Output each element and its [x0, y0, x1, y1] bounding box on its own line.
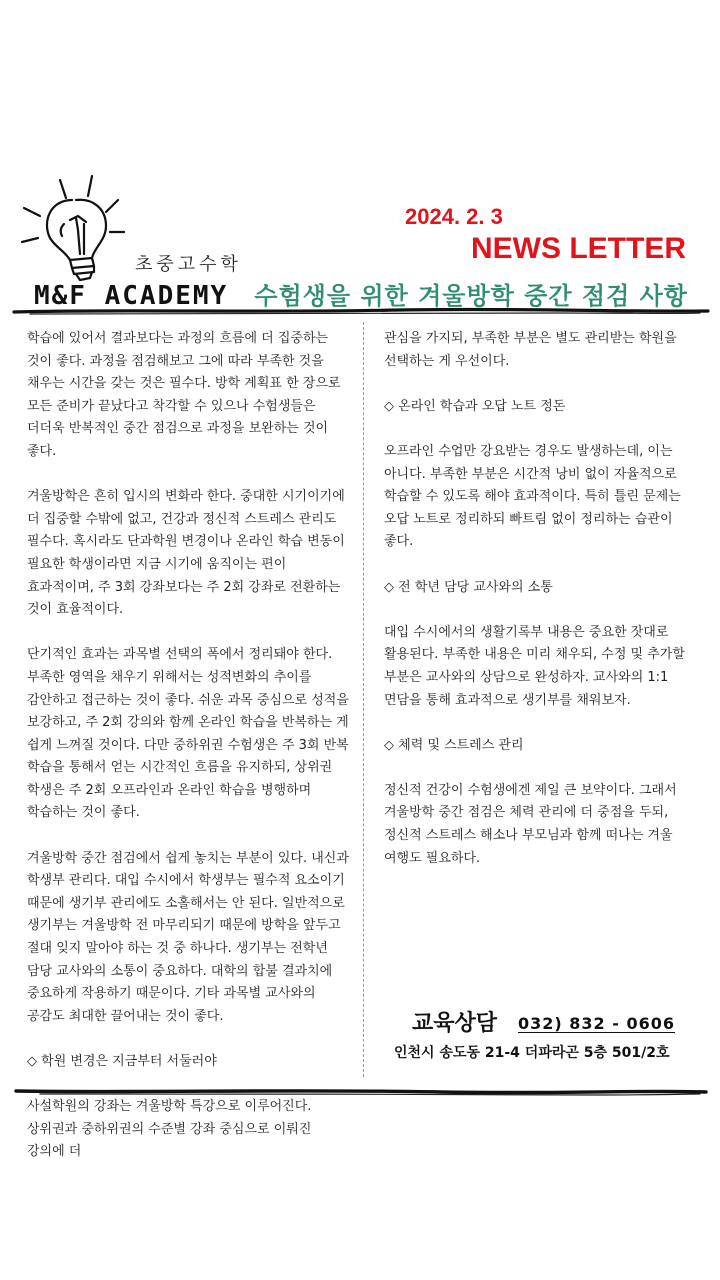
article-paragraph: 학습에 있어서 결과보다는 과정의 흐름에 더 집중하는 것이 좋다. 과정을 점검해보고 그에 따라 부족한 것을 채우는 시간을 갖는 것은 필수다. 방학 계획표 한 장으로 모든 준비가 끝났다고 착각할 수 있으나 수험생들은 더더욱 반복적인 중간 점검으로 과정을 보완하는 것이 좋다.	[27, 331, 341, 459]
contact-address: 인천시 송도동 21-4 더파라곤 5층 501/2호	[394, 1045, 670, 1061]
logo-subtitle: 초중고수학	[135, 254, 242, 275]
article-paragraph: 오프라인 수업만 강요받는 경우도 발생하는데, 이는 아니다. 부족한 부분은 시간적 낭비 없이 자율적으로 학습할 수 있도록 해야 효과적이다. 특히 틀린 문제는 오답 노트로 정리하되 빠트림 없이 정리하는 습관이 좋다.	[384, 443, 681, 550]
column-divider	[363, 322, 364, 1077]
contact-phone[interactable]: 032) 832 - 0606	[518, 1014, 675, 1033]
article-paragraph: 겨울방학은 흔히 입시의 변화라 한다. 중대한 시기이기에 더 집중할 수밖에 없고, 건강과 정신적 스트레스 관리도 필수다. 혹시라도 단과학원 변경이나 온라인 학습 변동이 필요한 학생이라면 지금 시기에 움직이는 편이 효과적이며, 주 3회 강좌보다는 주 2회 강좌로 전환하는 것이 효율적이다.	[27, 489, 345, 618]
article-paragraph: 대입 수시에서의 생활기록부 내용은 중요한 잣대로 활용된다. 부족한 내용은 미리 채우되, 수정 및 추가할 부분은 교사와의 상담으로 완성하자. 교사와의 1:1 면담을 통해 효과적으로 생기부를 채워보자.	[384, 624, 685, 708]
section-heading: ◇ 온라인 학습과 오답 노트 정돈	[384, 398, 566, 414]
section-heading: ◇ 학원 변경은 지금부터 서둘러야	[27, 1054, 217, 1069]
article-paragraph: 사설학원의 강좌는 겨울방학 특강으로 이루어진다. 상위권과 중하위권의 수준별 강좌 중심으로 이뤄진 강의에 더	[27, 1099, 312, 1160]
left-column	[27, 328, 349, 1187]
logo-wordmark: M&F ACADEMY	[34, 281, 229, 311]
section-heading: ◇ 전 학년 담당 교사와의 소통	[384, 579, 553, 595]
issue-date: 2024. 2. 3	[405, 204, 503, 229]
article-paragraph: 단기적인 효과는 과목별 선택의 폭에서 정리돼야 한다. 부족한 영역을 채우기 위해서는 성적변화의 추이를 감안하고 접근하는 것이 좋다. 쉬운 과목 중심으로 성적을 보강하고, 주 2회 강의와 함께 온라인 학습을 반복하는 게 쉽게 느껴질 것이다. 다만 중하위권 수험생은 주 3회 반복 학습을 통해서 얻는 시간적인 흐름을 유지하되, 상위권 학생은 주 2회 오프라인과 온라인 학습을 병행하며 학습하는 것이 좋다.	[27, 647, 349, 821]
top-brush-divider	[0, 304, 720, 318]
newsletter-title: NEWS LETTER	[471, 232, 686, 265]
contact-title: 교육상담	[412, 1011, 498, 1036]
lightbulb-logo-icon	[20, 170, 130, 282]
article-paragraph: 겨울방학 중간 점검에서 쉽게 놓치는 부분이 있다. 내신과 학생부 관리다. 대입 수시에서 학생부는 필수적 요소이기 때문에 생기부 관리에도 소홀해서는 안 된다. 일반적으로 생기부는 겨울방학 전 마무리되기 때문에 방학을 앞두고 절대 잊지 말아야 하는 것 중 하나다. 생기부는 전학년 담당 교사와의 소통이 중요하다. 대학의 합불 결과치에 중요하게 작용하기 때문이다. 기타 과목별 교사와의 공감도 최대한 끌어내는 것이 좋다.	[27, 850, 349, 1024]
bottom-brush-divider	[0, 1084, 720, 1098]
article-paragraph: 관심을 가지되, 부족한 부분은 별도 관리받는 학원을 선택하는 게 우선이다.	[384, 331, 677, 369]
article-paragraph: 정신적 건강이 수험생에겐 제일 큰 보약이다. 그래서 겨울방학 중간 점검은 체력 관리에 더 중점을 두되, 정신적 스트레스 해소나 부모님과 함께 떠나는 겨울 여행도 필요하다.	[384, 782, 677, 866]
headline: 수험생을 위한 겨울방학 중간 점검 사항	[254, 282, 688, 310]
section-heading: ◇ 체력 및 스트레스 관리	[384, 737, 524, 753]
right-column	[384, 328, 689, 893]
